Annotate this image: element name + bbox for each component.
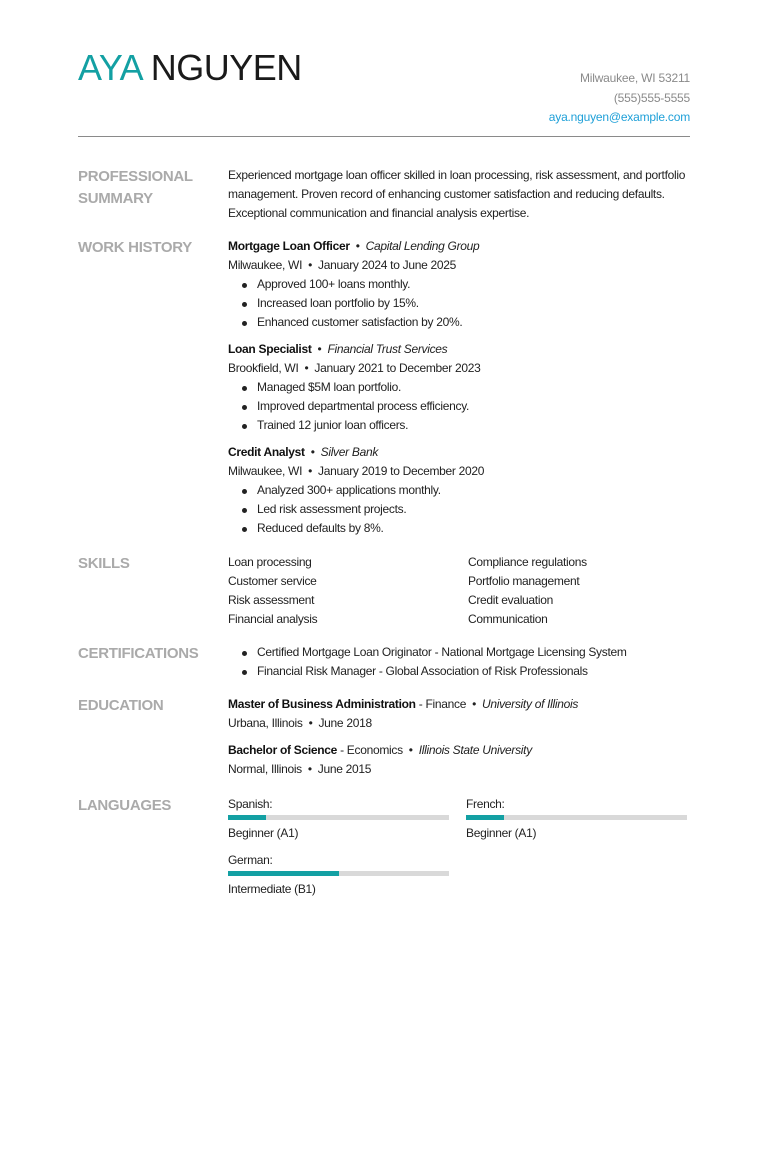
job-bullet: Analyzed 300+ applications monthly.: [228, 481, 690, 500]
job-entry: [228, 340, 690, 435]
education-date: June 2018: [318, 716, 372, 730]
language-item: [228, 851, 449, 899]
language-name: French:: [466, 797, 505, 811]
education-location: Normal, Illinois: [228, 762, 302, 776]
certification-item: Financial Risk Manager - Global Association of Risk Professionals: [228, 662, 690, 681]
section-title-summary: PROFESSIONAL SUMMARY: [78, 168, 193, 207]
candidate-name: [78, 47, 302, 88]
skills-grid: [228, 553, 690, 629]
location-text: Milwaukee, WI 53211: [579, 71, 690, 85]
education-degree-line: [228, 741, 690, 760]
job-role: Mortgage Loan Officer: [228, 239, 350, 253]
job-bullet: Enhanced customer satisfaction by 20%.: [228, 313, 690, 332]
job-location: Milwaukee, WI: [228, 464, 303, 478]
education-body: [228, 695, 690, 787]
job-bullet: Trained 12 junior loan officers.: [228, 416, 690, 435]
job-entry: [228, 443, 690, 538]
job-bullet: Reduced defaults by 8%.: [228, 519, 690, 538]
job-dates: January 2019 to December 2020: [318, 464, 485, 478]
skill-item: Compliance regulations: [468, 555, 587, 569]
section-title-work: WORK HISTORY: [78, 239, 192, 256]
skill-item: Communication: [468, 612, 548, 626]
separator-dot: •: [307, 762, 312, 776]
education-entry: [228, 695, 690, 733]
job-bullets: [228, 275, 690, 332]
section-title-languages: LANGUAGES: [78, 797, 172, 814]
education-date: June 2015: [317, 762, 372, 776]
certification-item: Certified Mortgage Loan Originator - National Mortgage Licensing System: [228, 643, 690, 662]
language-proficiency-fill: [228, 871, 339, 876]
email-link[interactable]: aya.nguyen@example.com: [548, 110, 690, 124]
job-title-line: [228, 340, 690, 359]
job-meta-line: [228, 462, 690, 481]
education-meta-line: [228, 760, 690, 779]
section-title-skills: SKILLS: [78, 555, 130, 572]
language-proficiency-bar: [228, 815, 449, 820]
language-proficiency-fill: [466, 815, 504, 820]
separator-dot: •: [304, 361, 309, 375]
job-bullets: [228, 378, 690, 435]
education-entry: [228, 741, 690, 779]
job-company: Capital Lending Group: [365, 239, 480, 253]
skill-item: Financial analysis: [228, 612, 318, 626]
skill-item: Risk assessment: [228, 593, 315, 607]
work-body: [228, 237, 690, 546]
certifications-body: [228, 643, 690, 681]
education-field: - Finance: [418, 697, 467, 711]
contact-info: [549, 69, 690, 128]
job-role: Loan Specialist: [228, 342, 312, 356]
job-title-line: [228, 237, 690, 256]
job-company: Financial Trust Services: [327, 342, 448, 356]
summary-text: Experienced mortgage loan officer skilled in loan processing, risk assessment, and portfolio management. Proven record of enhancing customer satisfaction and reducing defaults. Exceptional communication and financial analysis expertise.: [228, 168, 686, 220]
job-bullet: Increased loan portfolio by 15%.: [228, 294, 690, 313]
education-meta-line: [228, 714, 690, 733]
education-school: Illinois State University: [418, 743, 532, 757]
job-location: Brookfield, WI: [228, 361, 299, 375]
skills-body: [228, 553, 690, 629]
language-proficiency-bar: [228, 871, 449, 876]
languages-grid: [228, 795, 690, 899]
separator-dot: •: [310, 445, 315, 459]
job-bullets: [228, 481, 690, 538]
language-proficiency-fill: [228, 815, 266, 820]
language-proficiency-bar: [466, 815, 687, 820]
skill-item: Customer service: [228, 574, 317, 588]
job-bullet: Approved 100+ loans monthly.: [228, 275, 690, 294]
separator-dot: •: [355, 239, 360, 253]
separator-dot: •: [472, 697, 476, 711]
language-level: Intermediate (B1): [228, 882, 316, 896]
phone-text: (555)555-5555: [613, 90, 690, 105]
job-dates: January 2021 to December 2023: [314, 361, 481, 375]
job-role: Credit Analyst: [228, 445, 305, 459]
job-meta-line: [228, 359, 690, 378]
resume-page: [78, 0, 690, 896]
summary-body: [228, 166, 690, 223]
skill-item: Portfolio management: [468, 574, 580, 588]
job-bullet: Managed $5M loan portfolio.: [228, 378, 690, 397]
job-dates: January 2024 to June 2025: [318, 258, 456, 272]
section-title-certifications: CERTIFICATIONS: [78, 645, 199, 662]
education-field: - Economics: [340, 743, 403, 757]
section-title-education: EDUCATION: [78, 697, 164, 714]
job-meta-line: [228, 256, 690, 275]
separator-dot: •: [308, 258, 313, 272]
language-level: Beginner (A1): [228, 826, 299, 840]
certification-list: [228, 643, 690, 681]
education-degree-line: [228, 695, 690, 714]
skill-item: Loan processing: [228, 555, 312, 569]
education-degree: Master of Business Administration: [228, 697, 416, 711]
language-item: [466, 795, 687, 843]
separator-dot: •: [408, 743, 413, 757]
job-bullet: Led risk assessment projects.: [228, 500, 690, 519]
job-bullet: Improved departmental process efficiency.: [228, 397, 690, 416]
language-level: Beginner (A1): [466, 826, 537, 840]
separator-dot: •: [317, 342, 322, 356]
job-location: Milwaukee, WI: [228, 258, 303, 272]
education-school: University of Illinois: [481, 697, 579, 711]
last-name: NGUYEN: [150, 47, 302, 88]
job-entry: [228, 237, 690, 332]
education-degree: Bachelor of Science: [228, 743, 338, 757]
job-company: Silver Bank: [320, 445, 379, 459]
language-name: Spanish:: [228, 797, 273, 811]
skill-item: Credit evaluation: [468, 593, 553, 607]
separator-dot: •: [308, 464, 313, 478]
separator-dot: •: [308, 716, 313, 730]
education-location: Urbana, Illinois: [228, 716, 303, 730]
language-item: [228, 795, 449, 843]
job-title-line: [228, 443, 690, 462]
resume-header: [78, 0, 690, 137]
language-name: German:: [228, 853, 273, 867]
languages-body: [228, 795, 690, 899]
first-name: AYA: [78, 47, 142, 88]
